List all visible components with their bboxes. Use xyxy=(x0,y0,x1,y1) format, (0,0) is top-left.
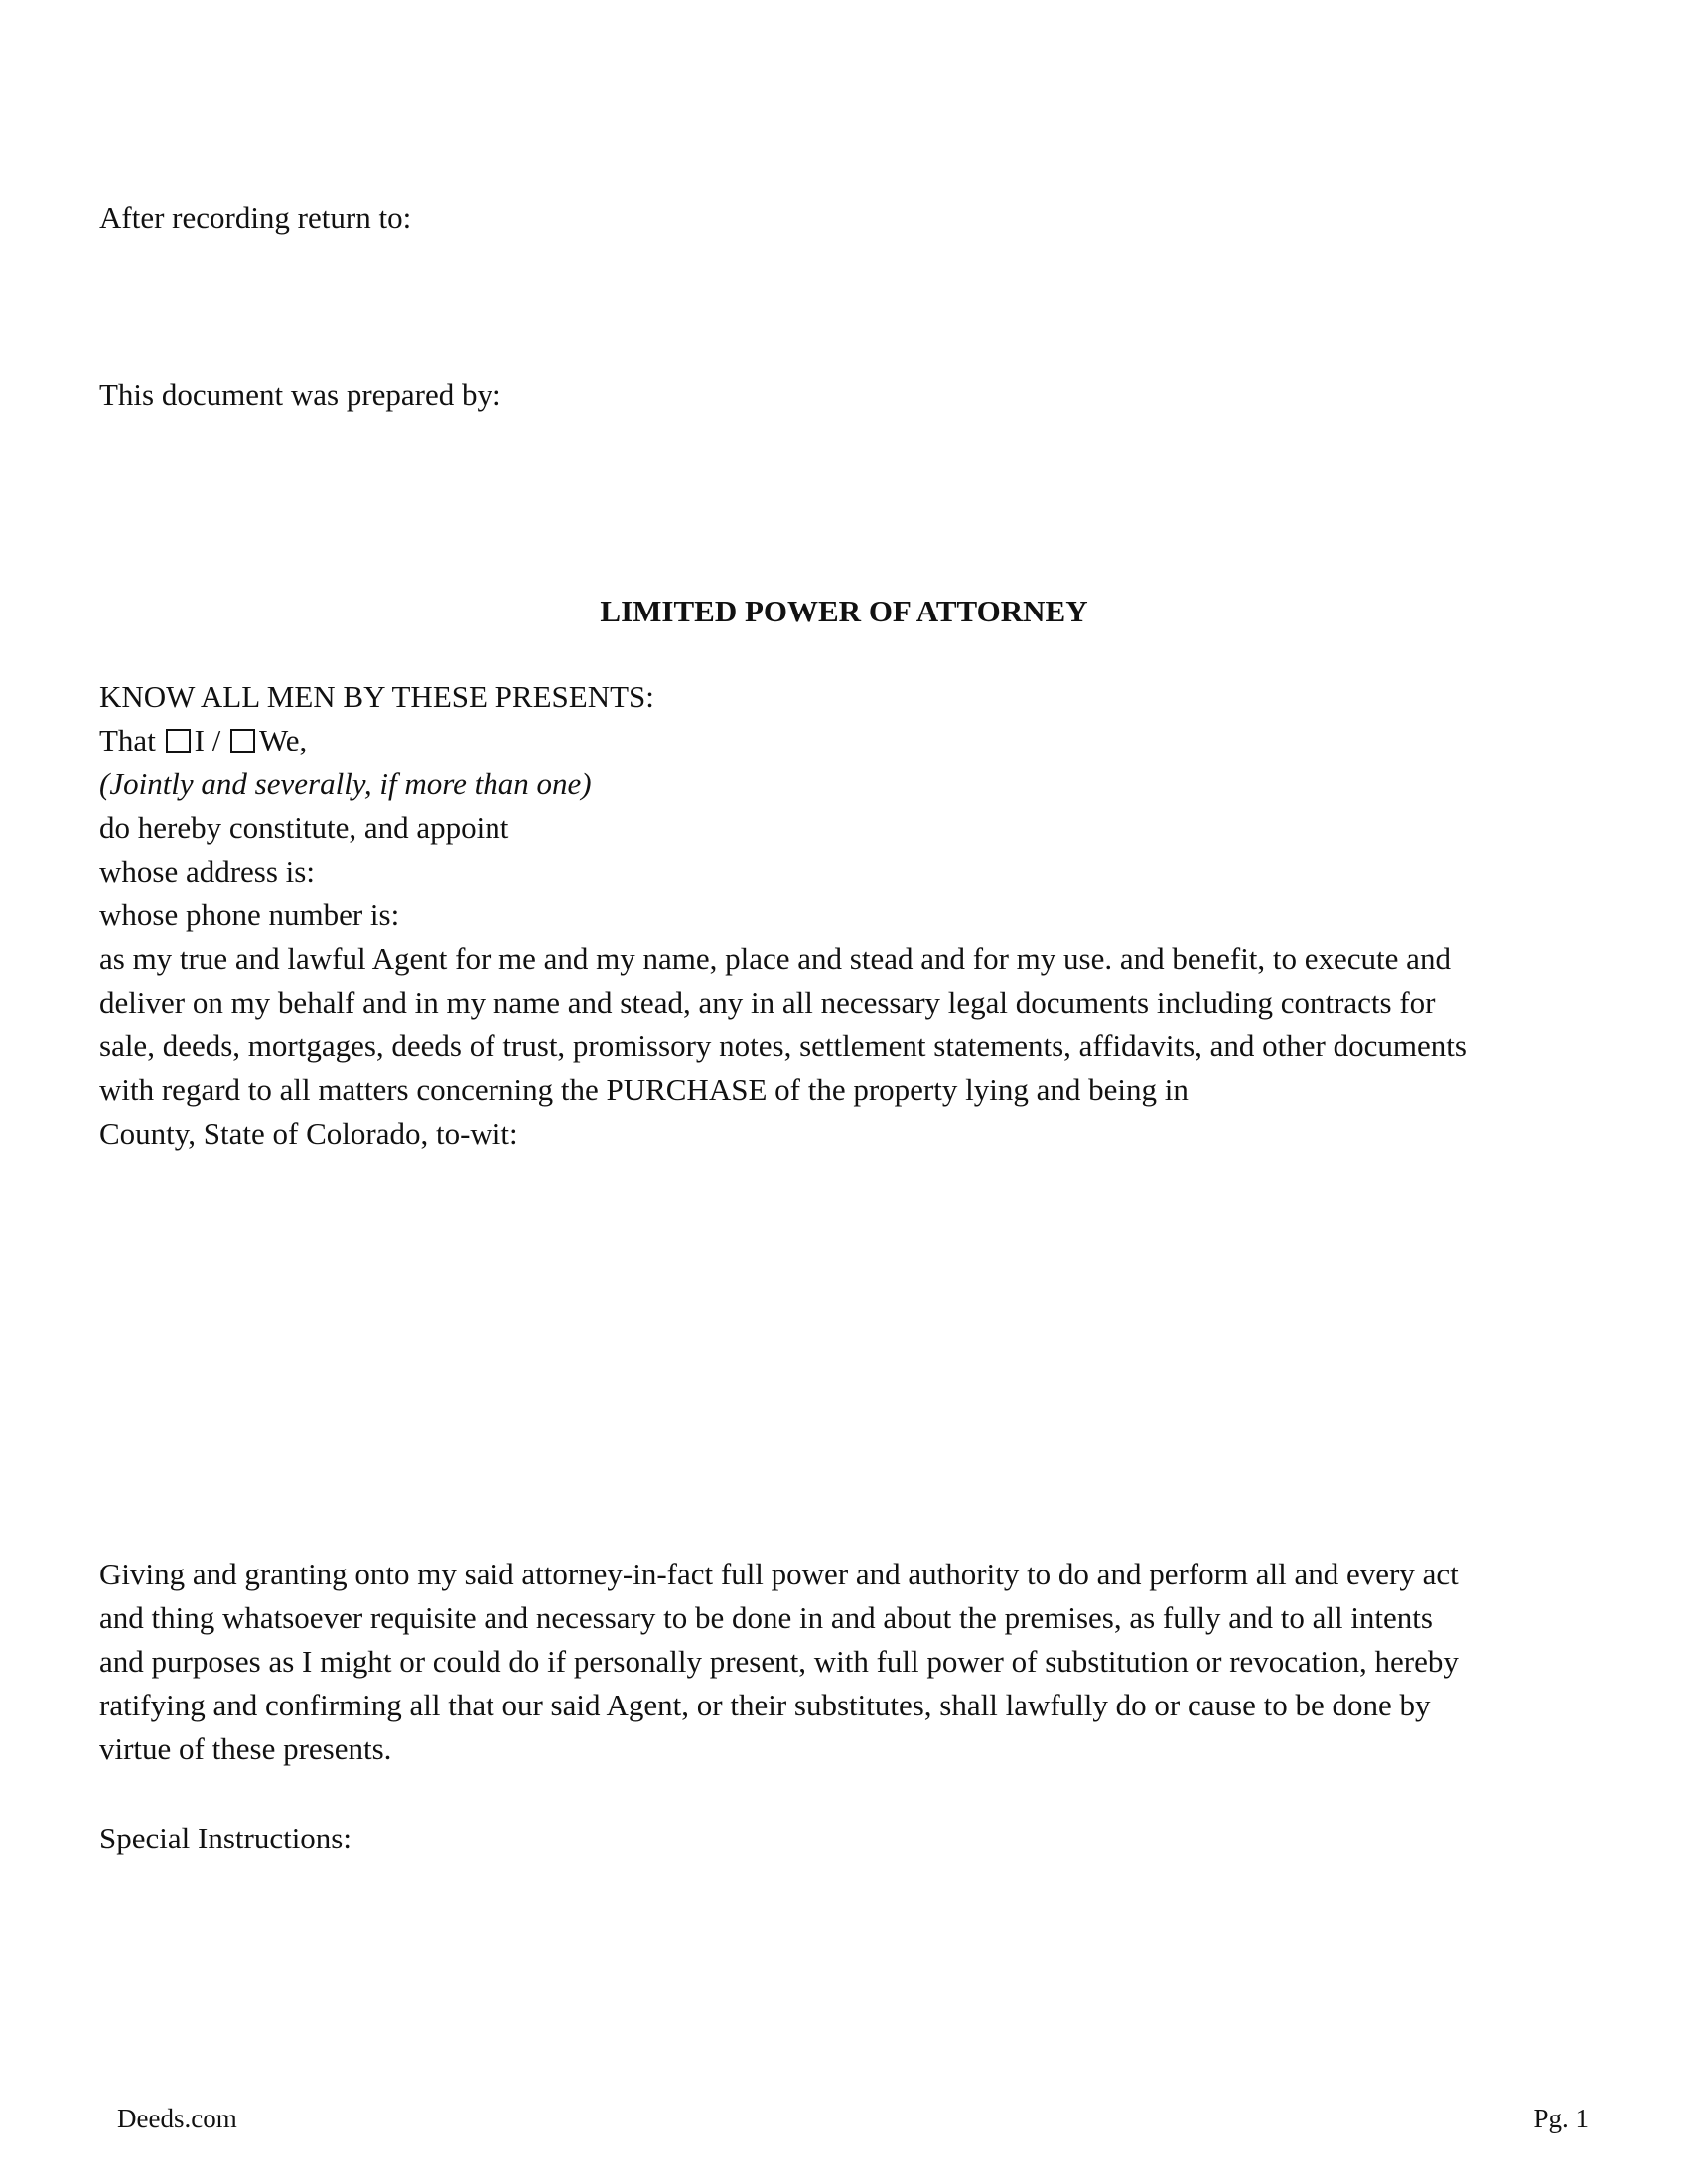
paragraph-line: with regard to all matters concerning the PURCHASE of the property lying and being in xyxy=(99,1072,1189,1107)
know-all-line: KNOW ALL MEN BY THESE PRESENTS: xyxy=(99,679,654,714)
footer-page-number: Pg. 1 xyxy=(1533,2104,1589,2133)
that-prefix: That xyxy=(99,723,156,757)
agent-paragraph xyxy=(99,937,1628,1156)
checkbox-i[interactable] xyxy=(166,729,191,753)
paragraph-line: deliver on my behalf and in my name and stead, any in all necessary legal documents including contracts for xyxy=(99,985,1436,1020)
appoint-line: do hereby constitute, and appoint xyxy=(99,810,509,845)
paragraph-line: ratifying and confirming all that our said Agent, or their substitutes, shall lawfully do or cause to be done by xyxy=(99,1688,1431,1722)
prepared-by-label: This document was prepared by: xyxy=(99,377,501,412)
footer-site: Deeds.com xyxy=(117,2104,237,2133)
that-line xyxy=(99,719,307,762)
special-instructions-label: Special Instructions: xyxy=(99,1821,352,1855)
return-to-label: After recording return to: xyxy=(99,201,412,235)
granting-paragraph xyxy=(99,1553,1628,1771)
paragraph-line: Giving and granting onto my said attorney-in-fact full power and authority to do and perform all and every act xyxy=(99,1557,1459,1591)
paragraph-line: County, State of Colorado, to-wit: xyxy=(99,1116,518,1151)
option-we-label: We, xyxy=(259,723,308,757)
jointly-note: (Jointly and severally, if more than one) xyxy=(99,766,592,801)
document-title: LIMITED POWER OF ATTORNEY xyxy=(600,594,1088,628)
address-line: whose address is: xyxy=(99,854,315,888)
paragraph-line: and thing whatsoever requisite and necessary to be done in and about the premises, as fully and to all intents xyxy=(99,1600,1433,1635)
checkbox-we[interactable] xyxy=(230,729,255,753)
paragraph-line: virtue of these presents. xyxy=(99,1731,392,1766)
paragraph-line: as my true and lawful Agent for me and my name, place and stead and for my use. and benefit, to execute and xyxy=(99,941,1451,976)
option-i-label: I / xyxy=(194,723,221,757)
paragraph-line: sale, deeds, mortgages, deeds of trust, promissory notes, settlement statements, affidavits, and other documents xyxy=(99,1028,1467,1063)
paragraph-line: and purposes as I might or could do if personally present, with full power of substitution or revocation, hereby xyxy=(99,1644,1459,1679)
phone-line: whose phone number is: xyxy=(99,897,400,932)
